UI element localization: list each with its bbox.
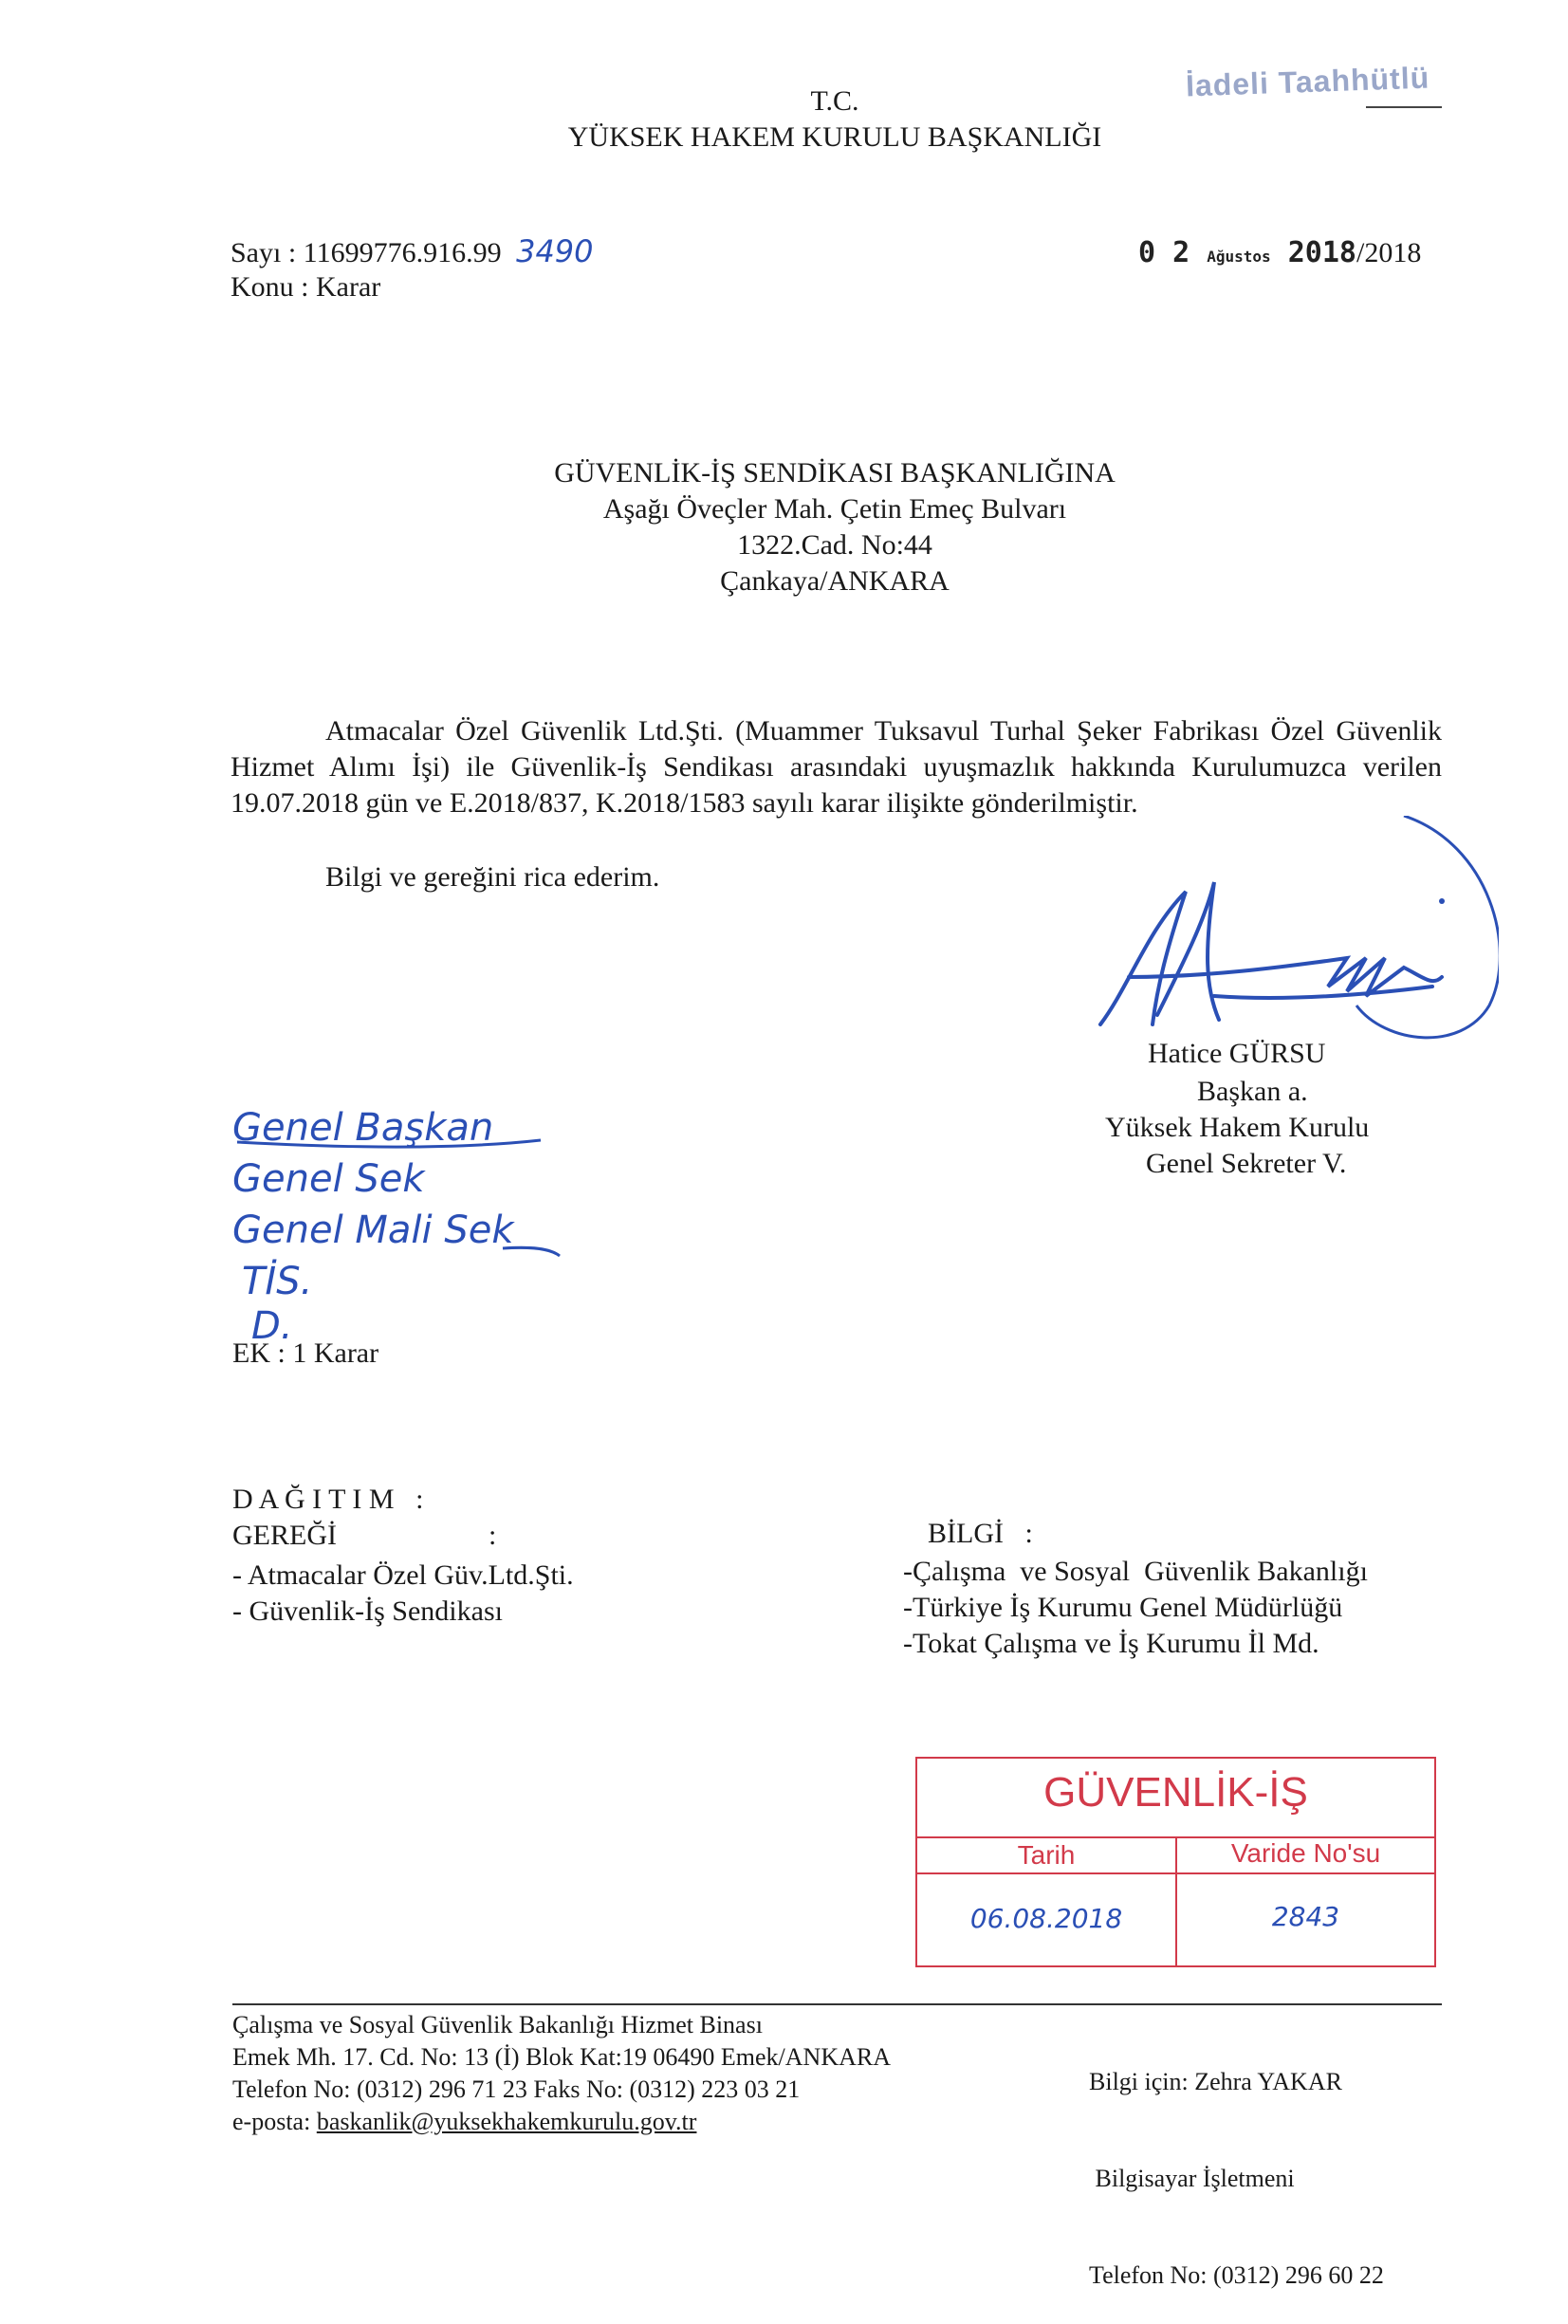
bilgi-label: BİLGİ : bbox=[928, 1518, 1033, 1549]
date-stamp-year: 2018 bbox=[1287, 236, 1356, 269]
footer-email-link[interactable]: baskanlik@yuksekhakemkurulu.gov.tr bbox=[316, 2108, 697, 2135]
footer-left-line3: Telefon No: (0312) 296 71 23 Faks No: (0312) 223 03 21 bbox=[232, 2075, 801, 2103]
attachment-label: EK bbox=[232, 1337, 270, 1369]
handwritten-line5: D. bbox=[251, 1304, 293, 1348]
stamp-col2-header: Varide No'su bbox=[1230, 1838, 1381, 1868]
footer-left bbox=[232, 2009, 891, 2138]
registered-mail-stamp: İadeli Taahhütlü bbox=[1185, 60, 1430, 103]
recipient-line2: Aşağı Öveçler Mah. Çetin Emeç Bulvarı bbox=[602, 493, 1067, 525]
stamp-col1-header: Tarih bbox=[1017, 1840, 1076, 1870]
body-paragraph: Atmacalar Özel Güvenlik Ltd.Şti. (Muammer Tuksavul Turhal Şeker Fabrikası Özel Güvenlik Hizmet Alımı İşi) ile Güvenlik-İş Sendikası arasındaki uyuşmazlık hakkında Kurulumuzca verilen 19.07.2018 gün ve E.2018/837, K.2018/1583 sayılı karar ilişikte gönderilmiştir. bbox=[231, 715, 1442, 819]
signature bbox=[1043, 816, 1499, 1062]
institution-heading: YÜKSEK HAKEM KURULU BAŞKANLIĞI bbox=[567, 121, 1102, 153]
sayi-label: Sayı bbox=[231, 237, 282, 268]
sayi-handwritten: 3490 bbox=[516, 233, 594, 269]
sayi-line bbox=[231, 233, 594, 271]
attachment-line bbox=[232, 1336, 378, 1372]
handwriting-underline bbox=[228, 1134, 569, 1258]
handwritten-line2: Genel Sek bbox=[232, 1157, 425, 1201]
gere-label: GEREĞİ bbox=[232, 1520, 337, 1551]
konu-line bbox=[231, 269, 380, 305]
footer-right bbox=[1089, 2001, 1384, 2324]
gere-colon: : bbox=[489, 1520, 497, 1551]
date-line bbox=[1138, 235, 1421, 271]
sayi-value: : 11699776.916.99 bbox=[287, 237, 502, 268]
handwritten-line3: Genel Mali Sek bbox=[232, 1208, 514, 1252]
footer-right-line2: Bilgisayar İşletmeni bbox=[1089, 2165, 1295, 2192]
gere-item-1: - Atmacalar Özel Güv.Ltd.Şti. bbox=[232, 1559, 574, 1591]
stamp-number-value: 2843 bbox=[1271, 1901, 1340, 1932]
handwritten-line1: Genel Başkan bbox=[232, 1106, 494, 1150]
stamp-underline bbox=[1366, 106, 1442, 108]
receipt-stamp-title: GÜVENLİK-İŞ bbox=[1043, 1769, 1308, 1816]
konu-value: : Karar bbox=[301, 271, 381, 303]
footer-right-line1: Bilgi için: Zehra YAKAR bbox=[1089, 2068, 1342, 2095]
footer-email-label: e-posta: bbox=[232, 2108, 311, 2135]
stamp-date-value: 06.08.2018 bbox=[969, 1903, 1123, 1934]
handwritten-line4: TİS. bbox=[242, 1260, 313, 1303]
footer-email-line bbox=[232, 2106, 891, 2138]
tc-heading: T.C. bbox=[810, 85, 859, 117]
body-closing: Bilgi ve gereğini rica ederim. bbox=[325, 861, 660, 893]
date-stamp-day: 0 2 bbox=[1138, 236, 1190, 269]
signatory-title1: Başkan a. bbox=[1197, 1076, 1308, 1107]
bilgi-item-3: -Tokat Çalışma ve İş Kurumu İl Md. bbox=[903, 1628, 1319, 1659]
signatory-title2: Yüksek Hakem Kurulu bbox=[1105, 1112, 1370, 1143]
konu-label: Konu bbox=[231, 271, 294, 303]
receipt-stamp bbox=[915, 1757, 1436, 1967]
recipient-line3: 1322.Cad. No:44 bbox=[737, 529, 932, 561]
bilgi-item-1: -Çalışma ve Sosyal Güvenlik Bakanlığı bbox=[903, 1556, 1368, 1587]
footer-right-line3: Telefon No: (0312) 296 60 22 bbox=[1089, 2261, 1384, 2289]
date-stamp-month: Ağustos bbox=[1207, 248, 1271, 266]
date-suffix: /2018 bbox=[1356, 237, 1422, 268]
bilgi-item-2: -Türkiye İş Kurumu Genel Müdürlüğü bbox=[903, 1592, 1343, 1623]
signatory-title3: Genel Sekreter V. bbox=[1146, 1148, 1347, 1179]
gere-item-2: - Güvenlik-İş Sendikası bbox=[232, 1595, 503, 1627]
recipient-line1: GÜVENLİK-İŞ SENDİKASI BAŞKANLIĞINA bbox=[554, 457, 1116, 489]
footer-left-line1: Çalışma ve Sosyal Güvenlik Bakanlığı Hizmet Binası bbox=[232, 2011, 763, 2038]
date-stamp bbox=[1138, 236, 1356, 269]
distribution-heading: D A Ğ I T I M : bbox=[232, 1484, 424, 1515]
signatory-name: Hatice GÜRSU bbox=[1148, 1038, 1326, 1069]
attachment-value: : 1 Karar bbox=[277, 1337, 379, 1369]
recipient-line4: Çankaya/ANKARA bbox=[720, 565, 950, 597]
footer-left-line2: Emek Mh. 17. Cd. No: 13 (İ) Blok Kat:19 06490 Emek/ANKARA bbox=[232, 2043, 892, 2071]
